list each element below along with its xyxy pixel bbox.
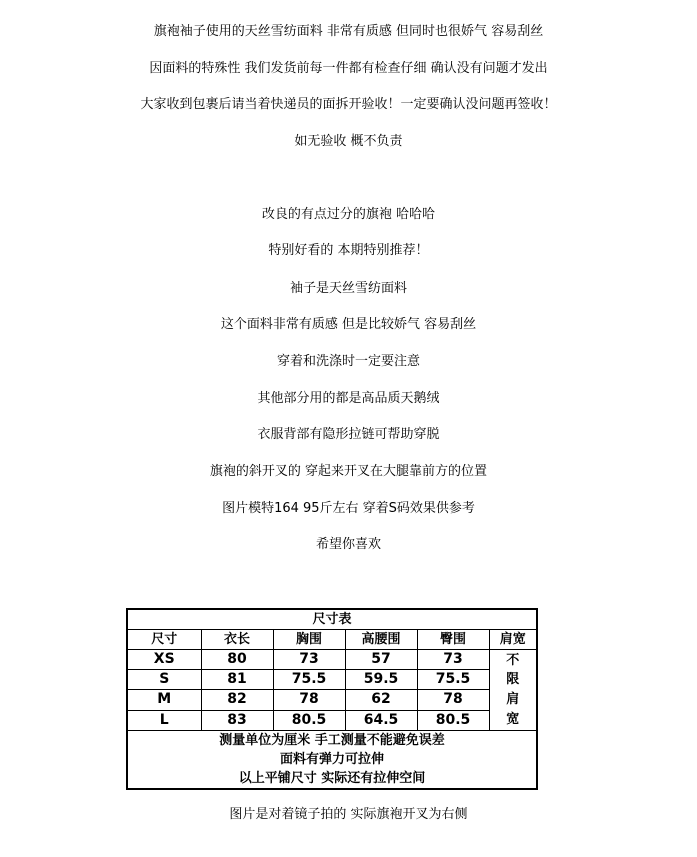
notice-line-2: 因面料的特殊性 我们发货前每一件都有检查仔细 确认没有问题才发出 — [149, 61, 548, 76]
row-l-bust: 80.5 — [273, 710, 345, 730]
header-hip: 臀围 — [417, 630, 489, 650]
row-xs-size: XS — [127, 650, 201, 670]
description-line-2: 特别好看的 本期特别推荐！ — [268, 243, 429, 258]
description-line-5: 穿着和洗涤时一定要注意 — [276, 354, 420, 369]
size-table-title-row — [127, 609, 537, 630]
row-xs-hip: 73 — [417, 650, 489, 670]
row-l-hip: 80.5 — [417, 710, 489, 730]
photo-caption: 图片是对着镜子拍的 实际旗袍开叉为右侧 — [229, 807, 468, 822]
row-l-size: L — [127, 710, 201, 730]
description-line-9: 图片模特164 95斤左右 穿着S码效果供参考 — [222, 501, 475, 516]
size-table-note-1: 测量单位为厘米 手工测量不能避免误差 — [127, 730, 537, 750]
notice-line-1: 旗袍袖子使用的天丝雪纺面料 非常有质感 但同时也很娇气 容易刮丝 — [153, 24, 544, 39]
size-table-note-row — [127, 769, 537, 789]
header-length: 衣长 — [201, 630, 273, 650]
size-table-note-row — [127, 750, 537, 769]
header-size: 尺寸 — [127, 630, 201, 650]
table-row — [127, 670, 537, 690]
row-m-hip: 78 — [417, 690, 489, 710]
description-line-7: 衣服背部有隐形拉链可帮助穿脱 — [257, 427, 440, 442]
row-m-bust: 78 — [273, 690, 345, 710]
notice-line-3: 大家收到包裹后请当着快递员的面拆开验收！一定要确认没问题再签收！ — [140, 97, 557, 112]
shoulder-char-4: 宽 — [489, 710, 537, 730]
row-s-size: S — [127, 670, 201, 690]
description-line-8: 旗袍的斜开叉的 穿起来开叉在大腿靠前方的位置 — [209, 464, 488, 479]
description-line-3: 袖子是天丝雪纺面料 — [289, 281, 407, 296]
row-s-length: 81 — [201, 670, 273, 690]
description-line-4: 这个面料非常有质感 但是比较娇气 容易刮丝 — [220, 317, 477, 332]
header-bust: 胸围 — [273, 630, 345, 650]
size-table-header-row — [127, 630, 537, 650]
size-table-title: 尺寸表 — [127, 609, 537, 630]
row-m-size: M — [127, 690, 201, 710]
row-xs-length: 80 — [201, 650, 273, 670]
table-row — [127, 650, 537, 670]
shoulder-char-1: 不 — [489, 650, 537, 670]
size-table-note-3: 以上平铺尺寸 实际还有拉伸空间 — [127, 769, 537, 789]
header-high-waist: 高腰围 — [345, 630, 417, 650]
notice-line-4: 如无验收 概不负责 — [294, 134, 403, 149]
header-shoulder: 肩宽 — [489, 630, 537, 650]
row-m-length: 82 — [201, 690, 273, 710]
row-xs-bust: 73 — [273, 650, 345, 670]
shoulder-char-2: 限 — [489, 670, 537, 690]
size-table-note-2: 面料有弹力可拉伸 — [127, 750, 537, 769]
row-s-hip: 75.5 — [417, 670, 489, 690]
description-line-1: 改良的有点过分的旗袍 哈哈哈 — [261, 207, 436, 222]
table-row — [127, 710, 537, 730]
row-m-high-waist: 62 — [345, 690, 417, 710]
size-table-note-row — [127, 730, 537, 750]
table-row — [127, 690, 537, 710]
row-s-bust: 75.5 — [273, 670, 345, 690]
row-s-high-waist: 59.5 — [345, 670, 417, 690]
shoulder-char-3: 肩 — [489, 690, 537, 710]
description-line-6: 其他部分用的都是高品质天鹅绒 — [257, 391, 440, 406]
row-xs-high-waist: 57 — [345, 650, 417, 670]
size-table — [126, 608, 538, 790]
row-l-high-waist: 64.5 — [345, 710, 417, 730]
description-line-10: 希望你喜欢 — [315, 537, 381, 552]
row-l-length: 83 — [201, 710, 273, 730]
